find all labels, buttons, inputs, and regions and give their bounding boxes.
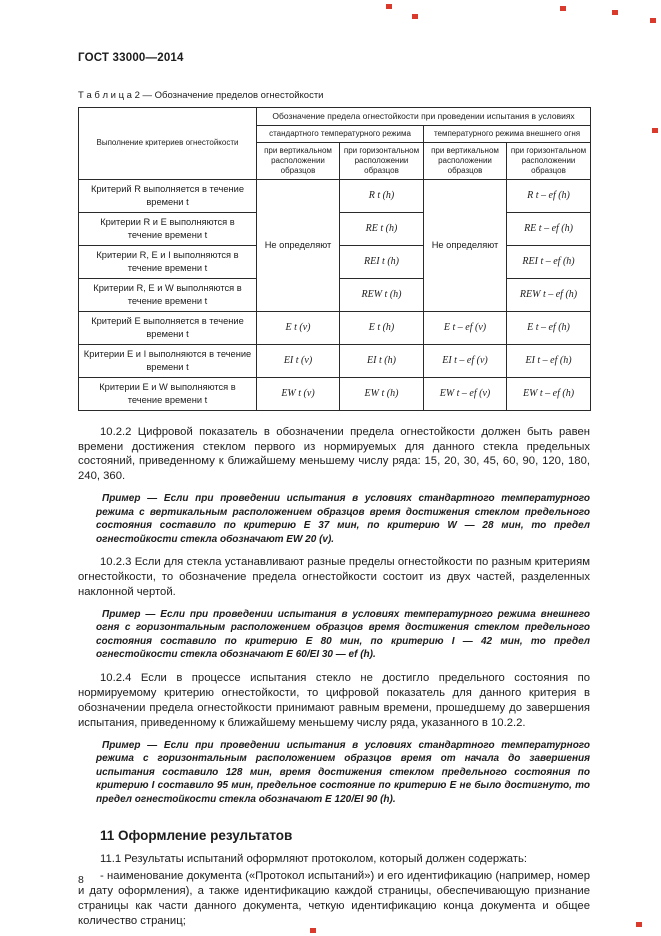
value-cell: EW t (v) — [257, 377, 340, 410]
list-item-protocol: - наименование документа («Протокол испытаний») и его идентификацию (например, номер и дату оформления), а также идентификацию каждой страницы, обеспечивающую признание страницы как части данного документа, четкую идентификацию конца документа и общее количество страниц; — [78, 870, 590, 927]
criteria-cell: Критерии E и W выполняются в течение времени t — [79, 377, 257, 410]
header-designation: Обозначение предела огнестойкости при проведении испытания в условиях — [257, 108, 591, 126]
table-row — [79, 311, 591, 344]
value-cell: E t (h) — [340, 311, 424, 344]
not-determined-cell: Не определяют — [424, 179, 507, 311]
not-determined-cell: Не определяют — [257, 179, 340, 311]
page-number: 8 — [78, 874, 84, 886]
header-horizontal-ef: при горизонтальном расположении образцов — [507, 142, 591, 179]
header-criteria: Выполнение критериев огнестойкости — [79, 108, 257, 180]
criteria-cell: Критерий E выполняется в течение времени t — [79, 311, 257, 344]
value-cell: EW t – ef (h) — [507, 377, 591, 410]
red-mark — [560, 6, 566, 11]
example-paragraph-2: Пример — Если при проведении испытания в условиях температурного режима внешнего огня с горизонтальным расположением образцов время достижения стеклом предельного состояния составило по критерию E 80 мин, по критерию I — 42 мин, то предел огнестойкости стекла обозначают E 60/EI 30 — ef (h). — [96, 608, 590, 661]
table-header-row-1 — [79, 108, 591, 126]
value-cell: REI t – ef (h) — [507, 245, 591, 278]
table-row — [79, 377, 591, 410]
value-cell: R t (h) — [340, 179, 424, 212]
criteria-cell: Критерии R и E выполняются в течение времени t — [79, 212, 257, 245]
value-cell: EI t – ef (v) — [424, 344, 507, 377]
example-paragraph-3: Пример — Если при проведении испытания в условиях стандартного температурного режима с горизонтальным расположением образцов время от начала до завершения испытания составило 128 мин, время достижения стеклом предельного состояния по критерию I составило 95 мин, предельное состояние по критерию E не было достигнуто, то предел огнестойкости стекла обозначают E 120/EI 90 (h). — [96, 739, 590, 805]
header-standard-regime: стандартного температурного режима — [257, 125, 424, 142]
value-cell: E t – ef (h) — [507, 311, 591, 344]
value-cell: REI t (h) — [340, 245, 424, 278]
paragraph-10-2-3: 10.2.3 Если для стекла устанавливают разные пределы огнестойкости по разным критериям огнестойкости, то обозначение предела огнестойкости состоит из двух частей, разделенных наклонной чертой. — [78, 556, 590, 599]
red-mark — [636, 922, 642, 927]
value-cell: EI t (v) — [257, 344, 340, 377]
value-cell: EW t (h) — [340, 377, 424, 410]
paragraph-10-2-4: 10.2.4 Если в процессе испытания стекло не достигло предельного состояния по нормируемому критерию огнестойкости, то цифровой показатель для данного критерия в обозначении предела огнестойкости принимают равным времени, прошедшему до завершения испытания, приведенному к ближайшему меньшему числу ряда, указанного в 10.2.2. — [78, 671, 590, 729]
criteria-cell: Критерии E и I выполняются в течение времени t — [79, 344, 257, 377]
fire-resistance-table — [78, 107, 591, 411]
table-caption: Т а б л и ц а 2 — Обозначение пределов огнестойкости — [78, 90, 324, 101]
paragraph-10-2-2: 10.2.2 Цифровой показатель в обозначении предела огнестойкости должен быть равен времени достижения стеклом первого из нормируемых для данного стекла предельных состояний, приведенному к ближайшему меньшему числу ряда: 15, 20, 30, 45, 60, 90, 120, 180, 240, 360. — [78, 425, 590, 483]
value-cell: E t (v) — [257, 311, 340, 344]
red-mark — [412, 14, 418, 19]
section-heading-11: 11 Оформление результатов — [100, 828, 293, 844]
document-header: ГОСТ 33000—2014 — [78, 52, 184, 64]
value-cell: RE t (h) — [340, 212, 424, 245]
value-cell: REW t – ef (h) — [507, 278, 591, 311]
header-vertical-std: при вертикальном расположении образцов — [257, 142, 340, 179]
header-horizontal-std: при горизонтальном расположении образцов — [340, 142, 424, 179]
value-cell: EI t (h) — [340, 344, 424, 377]
body-text — [78, 425, 590, 929]
red-mark — [612, 10, 618, 15]
value-cell: R t – ef (h) — [507, 179, 591, 212]
red-mark — [386, 4, 392, 9]
table-row — [79, 344, 591, 377]
header-vertical-ef: при вертикальном расположении образцов — [424, 142, 507, 179]
table-head — [79, 108, 591, 180]
criteria-cell: Критерий R выполняется в течение времени t — [79, 179, 257, 212]
header-external-fire-regime: температурного режима внешнего огня — [424, 125, 591, 142]
paragraph-11-1: 11.1 Результаты испытаний оформляют протоколом, который должен содержать: — [100, 853, 527, 866]
criteria-cell: Критерии R, E и I выполняются в течение времени t — [79, 245, 257, 278]
value-cell: EW t – ef (v) — [424, 377, 507, 410]
value-cell: E t – ef (v) — [424, 311, 507, 344]
red-mark — [652, 128, 658, 133]
example-paragraph-1: Пример — Если при проведении испытания в условиях стандартного температурного режима с вертикальным расположением образцов время достижения стеклом предельного состояния составило по критерию E 37 мин, по критерию W — 28 мин, то предел огнестойкости стекла обозначают EW 20 (v). — [96, 493, 590, 545]
table-row — [79, 179, 591, 212]
criteria-cell: Критерии R, E и W выполняются в течение времени t — [79, 278, 257, 311]
value-cell: REW t (h) — [340, 278, 424, 311]
value-cell: EI t – ef (h) — [507, 344, 591, 377]
table-body — [79, 179, 591, 410]
red-mark — [310, 928, 316, 933]
red-mark — [650, 18, 656, 23]
value-cell: RE t – ef (h) — [507, 212, 591, 245]
page-content — [78, 52, 590, 929]
